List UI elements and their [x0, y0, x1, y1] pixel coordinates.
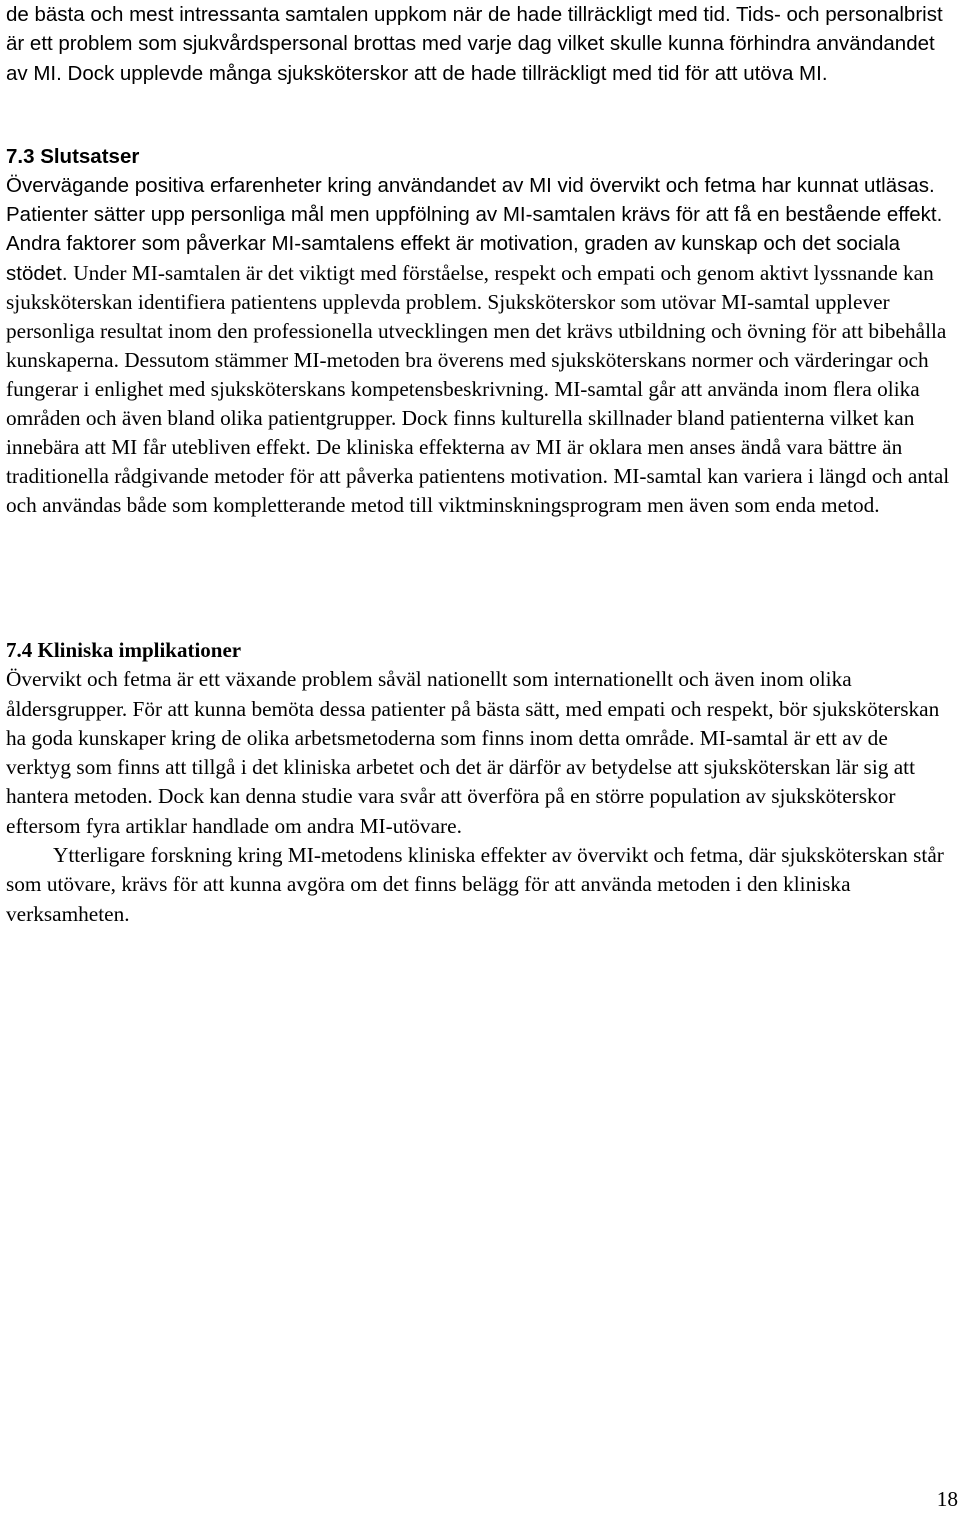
intro-paragraph: de bästa och mest intressanta samtalen uppkom när de hade tillräckligt med tid. Tids- och personalbrist är ett problem som sjukvårdspersonal brottas med varje dag vilket skulle kunna förhindra användandet av MI. Dock upplevde många sjuksköterskor att de hade tillräckligt med tid för att utöva MI.	[6, 3, 943, 85]
implikationer-paragraph-1: Övervikt och fetma är ett växande problem såväl nationellt som internationellt och även inom olika åldersgrupper. För att kunna bemöta dessa patienter på bästa sätt, med empati och respekt, bör sjuksköterskan ha goda kunskaper kring de olika arbetsmetoderna som finns inom detta område. MI-samtal är ett av de verktyg som finns att tillgå i det kliniska arbetet och det är därför av betydelse att sjuksköterskan lär sig att hantera metoden. Dock kan denna studie vara svår att överföra på en större population av sjuksköterskor eftersom fyra artiklar handlade om andra MI-utövare.	[6, 667, 940, 838]
section-heading-kliniska-implikationer: 7.4 Kliniska implikationer	[6, 638, 242, 662]
slutsatser-serif-text: Under MI-samtalen är det viktigt med förståelse, respekt och empati och genom aktivt lyssnande kan sjuksköterskan identifiera patientens upplevda problem. Sjuksköterskor som utövar MI-samtal upplever personliga resultat inom den professionella utvecklingen men det krävs utbildning och övning för att bibehålla kunskaperna. Dessutom stämmer MI-metoden bra överens med sjuksköterskans normer och värderingar och fungerar i enlighet med sjuksköterskans kompetensbeskrivning. MI-samtal går att använda inom flera olika områden och även bland olika patientgrupper. Dock finns kulturella skillnader bland patienterna vilket kan innebära att MI får utebliven effekt. De kliniska effekterna av MI är oklara men anses ändå vara bättre än traditionella rådgivande metoder för att påverka patientens motivation. MI-samtal kan variera i längd och antal och användas både som kompletterande metod till viktminskningsprogram men även som enda metod.	[6, 260, 950, 518]
section-7-3	[6, 142, 954, 520]
slutsatser-sans-text: Övervägande positiva erfarenheter kring användandet av MI vid övervikt och fetma har kunnat utläsas. Patienter sätter upp personliga mål men uppfölning av MI-samtalen krävs för att få en bestående effekt. Andra faktorer som påverkar MI-samtalens effekt är motivation, graden av kunskap och det sociala stödet.	[6, 174, 943, 285]
implikationer-paragraph-2: Ytterligare forskning kring MI-metodens kliniska effekter av övervikt och fetma, där sjuksköterskan står som utövare, krävs för att kunna avgöra om det finns belägg för att använda metoden i den kliniska verksamheten.	[6, 843, 944, 926]
slutsatser-paragraph	[6, 171, 954, 520]
section-heading-slutsatser: 7.3 Slutsatser	[6, 145, 140, 168]
section-7-4	[6, 636, 954, 929]
page-number: 18	[936, 1487, 958, 1511]
document-page	[6, 0, 954, 926]
